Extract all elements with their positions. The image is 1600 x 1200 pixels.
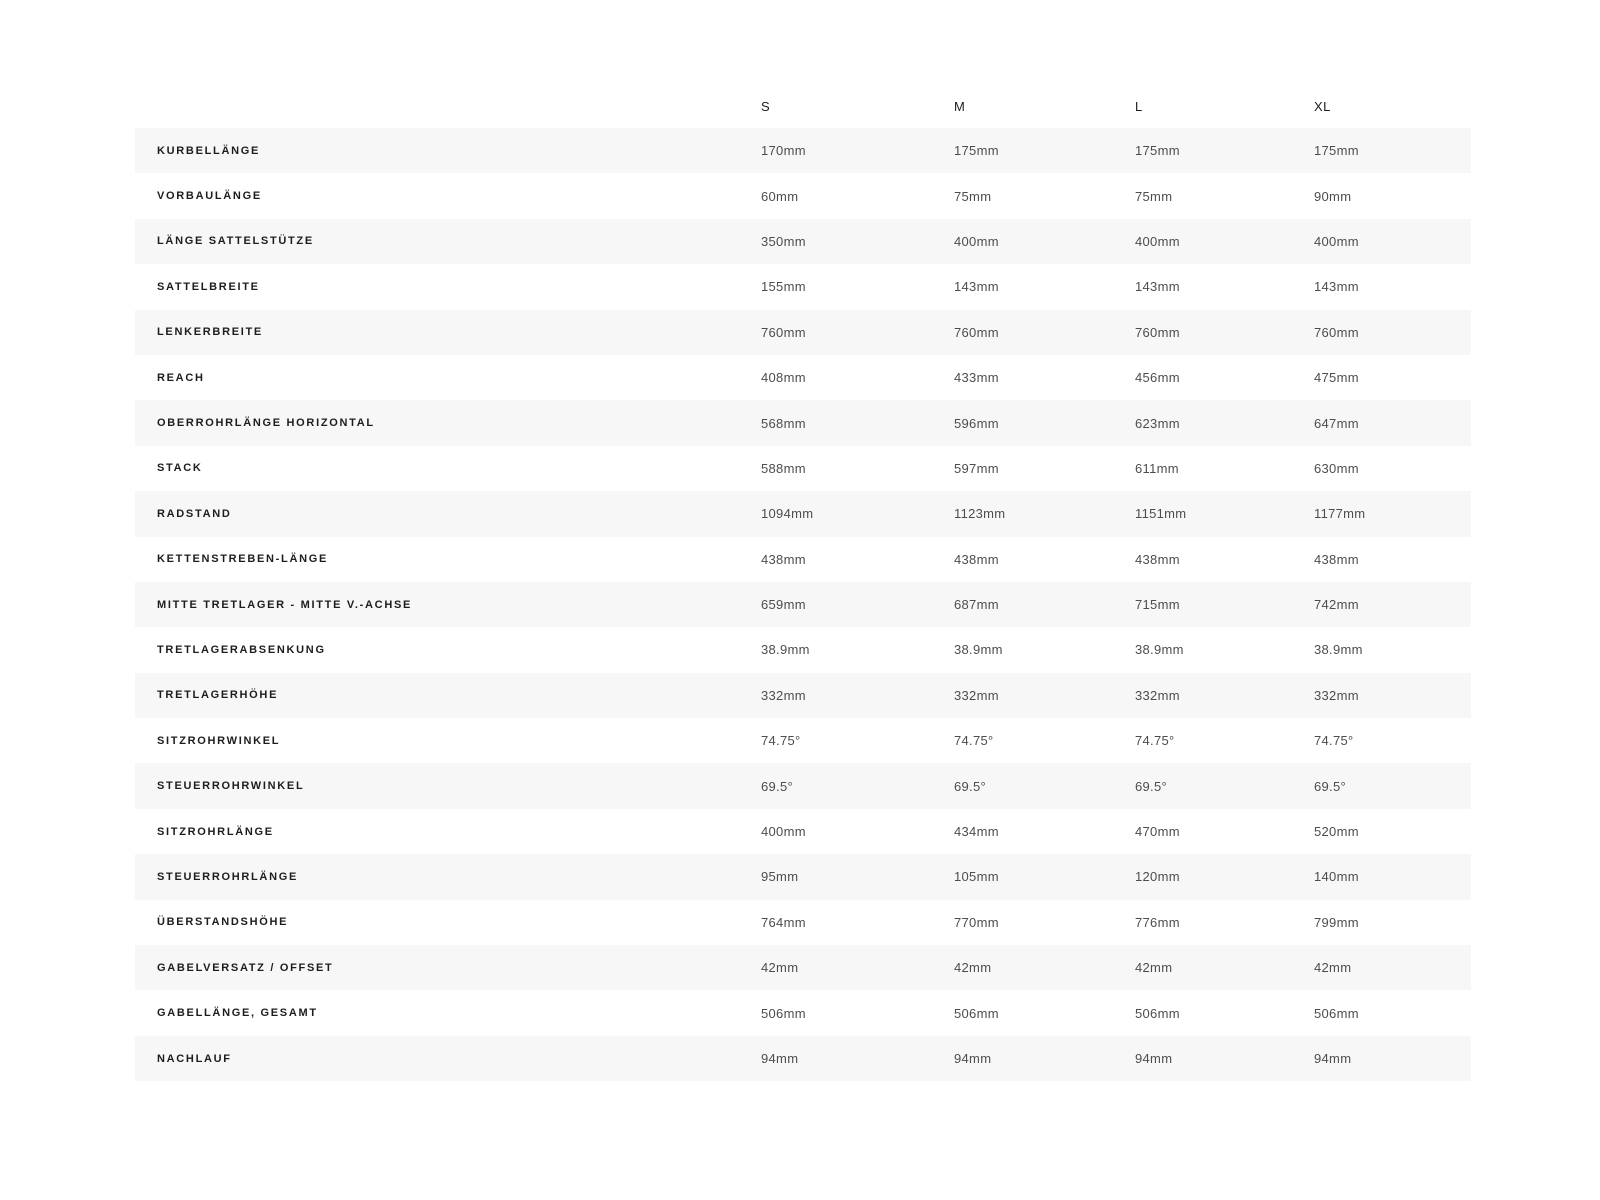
size-column-header-l: L: [1135, 85, 1314, 128]
spec-value: 630mm: [1314, 460, 1359, 476]
spec-row: [135, 537, 1471, 582]
spec-value: 1094mm: [761, 506, 814, 522]
spec-value: 38.9mm: [761, 642, 810, 658]
spec-value: 38.9mm: [1314, 642, 1363, 658]
spec-value: 60mm: [761, 188, 799, 204]
spec-value: 143mm: [1314, 279, 1359, 295]
spec-row: [135, 945, 1471, 990]
spec-value: 760mm: [761, 324, 806, 340]
spec-value: 75mm: [1135, 188, 1173, 204]
spec-row: [135, 673, 1471, 718]
spec-value: 506mm: [1314, 1005, 1359, 1021]
spec-value: 659mm: [761, 597, 806, 613]
size-header-row: [135, 85, 1471, 128]
spec-value: 611mm: [1135, 460, 1179, 476]
spec-row: [135, 491, 1471, 536]
spec-value: 94mm: [1135, 1051, 1173, 1066]
spec-value: 143mm: [1135, 279, 1180, 295]
spec-row: [135, 718, 1471, 763]
spec-value: 94mm: [1314, 1051, 1352, 1066]
spec-row: [135, 763, 1471, 808]
spec-label: SITZROHRWINKEL: [157, 734, 281, 747]
spec-value: 38.9mm: [1135, 642, 1184, 658]
spec-label: STEUERROHRLÄNGE: [157, 870, 299, 883]
spec-label: NACHLAUF: [157, 1052, 232, 1065]
size-column-header-s: S: [761, 85, 954, 128]
spec-value: 588mm: [761, 460, 806, 476]
spec-row: [135, 219, 1471, 264]
spec-value: 42mm: [954, 960, 992, 976]
spec-value: 95mm: [761, 869, 799, 885]
spec-value: 69.5°: [1135, 778, 1168, 794]
spec-value: 69.5°: [1314, 778, 1347, 794]
spec-value: 506mm: [1135, 1005, 1180, 1021]
spec-value: 332mm: [761, 687, 806, 703]
spec-value: 438mm: [1135, 551, 1180, 567]
spec-value: 74.75°: [954, 733, 994, 749]
spec-value: 94mm: [761, 1051, 799, 1066]
spec-label: MITTE TRETLAGER - MITTE V.-ACHSE: [157, 598, 413, 611]
spec-label: VORBAULÄNGE: [157, 190, 262, 203]
spec-label: KURBELLÄNGE: [157, 144, 261, 157]
spec-value: 568mm: [761, 415, 806, 431]
spec-value: 42mm: [1135, 960, 1173, 976]
spec-label: SATTELBREITE: [157, 280, 260, 293]
spec-value: 433mm: [954, 370, 999, 386]
spec-value: 760mm: [1314, 324, 1359, 340]
spec-row: [135, 400, 1471, 445]
spec-value: 140mm: [1314, 869, 1359, 885]
spec-value: 687mm: [954, 597, 999, 613]
spec-value: 74.75°: [1314, 733, 1354, 749]
spec-value: 74.75°: [761, 733, 801, 749]
spec-label: RADSTAND: [157, 507, 232, 520]
spec-label: TRETLAGERHÖHE: [157, 689, 279, 702]
spec-row: [135, 264, 1471, 309]
spec-value: 175mm: [1135, 143, 1180, 159]
spec-label: STACK: [157, 462, 203, 475]
spec-row: [135, 128, 1471, 173]
spec-value: 105mm: [954, 869, 999, 885]
spec-row: [135, 900, 1471, 945]
size-column-header-m: M: [954, 85, 1135, 128]
spec-value: 120mm: [1135, 869, 1180, 885]
spec-row: [135, 627, 1471, 672]
spec-value: 400mm: [1135, 233, 1180, 249]
spec-value: 764mm: [761, 914, 806, 930]
spec-value: 799mm: [1314, 914, 1359, 930]
spec-value: 438mm: [954, 551, 999, 567]
spec-value: 520mm: [1314, 824, 1359, 840]
size-column-header-xl: XL: [1314, 85, 1471, 128]
spec-value: 596mm: [954, 415, 999, 431]
spec-label: KETTENSTREBEN-LÄNGE: [157, 553, 329, 566]
spec-row: [135, 310, 1471, 355]
spec-row: [135, 1036, 1471, 1081]
spec-value: 75mm: [954, 188, 992, 204]
spec-value: 506mm: [761, 1005, 806, 1021]
spec-value: 597mm: [954, 460, 999, 476]
spec-value: 770mm: [954, 914, 999, 930]
spec-label: TRETLAGERABSENKUNG: [157, 643, 326, 656]
spec-row: [135, 446, 1471, 491]
spec-row: [135, 582, 1471, 627]
spec-value: 332mm: [954, 687, 999, 703]
spec-value: 506mm: [954, 1005, 999, 1021]
spec-value: 155mm: [761, 279, 806, 295]
spec-value: 715mm: [1135, 597, 1180, 613]
spec-value: 42mm: [1314, 960, 1352, 976]
spec-label: OBERROHRLÄNGE HORIZONTAL: [157, 417, 375, 430]
spec-value: 1151mm: [1135, 506, 1187, 522]
spec-value: 475mm: [1314, 370, 1359, 386]
spec-label: GABELVERSATZ / OFFSET: [157, 961, 334, 974]
spec-value: 456mm: [1135, 370, 1180, 386]
spec-value: 94mm: [954, 1051, 992, 1066]
spec-value: 1177mm: [1314, 506, 1366, 522]
spec-label: ÜBERSTANDSHÖHE: [157, 916, 289, 929]
spec-label: REACH: [157, 371, 205, 384]
header-spacer: [135, 85, 761, 128]
spec-value: 332mm: [1314, 687, 1359, 703]
spec-row: [135, 854, 1471, 899]
spec-value: 470mm: [1135, 824, 1180, 840]
spec-value: 69.5°: [954, 778, 987, 794]
spec-value: 776mm: [1135, 914, 1180, 930]
spec-value: 74.75°: [1135, 733, 1175, 749]
spec-value: 90mm: [1314, 188, 1352, 204]
spec-value: 400mm: [1314, 233, 1359, 249]
spec-value: 760mm: [954, 324, 999, 340]
spec-value: 434mm: [954, 824, 999, 840]
spec-value: 143mm: [954, 279, 999, 295]
spec-value: 760mm: [1135, 324, 1180, 340]
spec-value: 647mm: [1314, 415, 1359, 431]
spec-label: STEUERROHRWINKEL: [157, 780, 305, 793]
spec-value: 175mm: [1314, 143, 1359, 159]
spec-value: 742mm: [1314, 597, 1359, 613]
spec-value: 350mm: [761, 233, 806, 249]
spec-value: 438mm: [1314, 551, 1359, 567]
spec-row: [135, 173, 1471, 218]
spec-value: 42mm: [761, 960, 799, 976]
spec-value: 400mm: [761, 824, 806, 840]
spec-value: 170mm: [761, 143, 806, 159]
spec-value: 1123mm: [954, 506, 1006, 522]
geometry-table: [135, 85, 1471, 1081]
spec-row: [135, 355, 1471, 400]
spec-label: GABELLÄNGE, GESAMT: [157, 1007, 318, 1020]
spec-label: LÄNGE SATTELSTÜTZE: [157, 235, 314, 248]
spec-value: 623mm: [1135, 415, 1180, 431]
spec-value: 408mm: [761, 370, 806, 386]
spec-value: 332mm: [1135, 687, 1180, 703]
spec-value: 175mm: [954, 143, 999, 159]
spec-value: 400mm: [954, 233, 999, 249]
spec-value: 438mm: [761, 551, 806, 567]
spec-label: SITZROHRLÄNGE: [157, 825, 274, 838]
spec-value: 38.9mm: [954, 642, 1003, 658]
spec-value: 69.5°: [761, 778, 794, 794]
spec-row: [135, 809, 1471, 854]
spec-row: [135, 990, 1471, 1035]
spec-label: LENKERBREITE: [157, 326, 263, 339]
